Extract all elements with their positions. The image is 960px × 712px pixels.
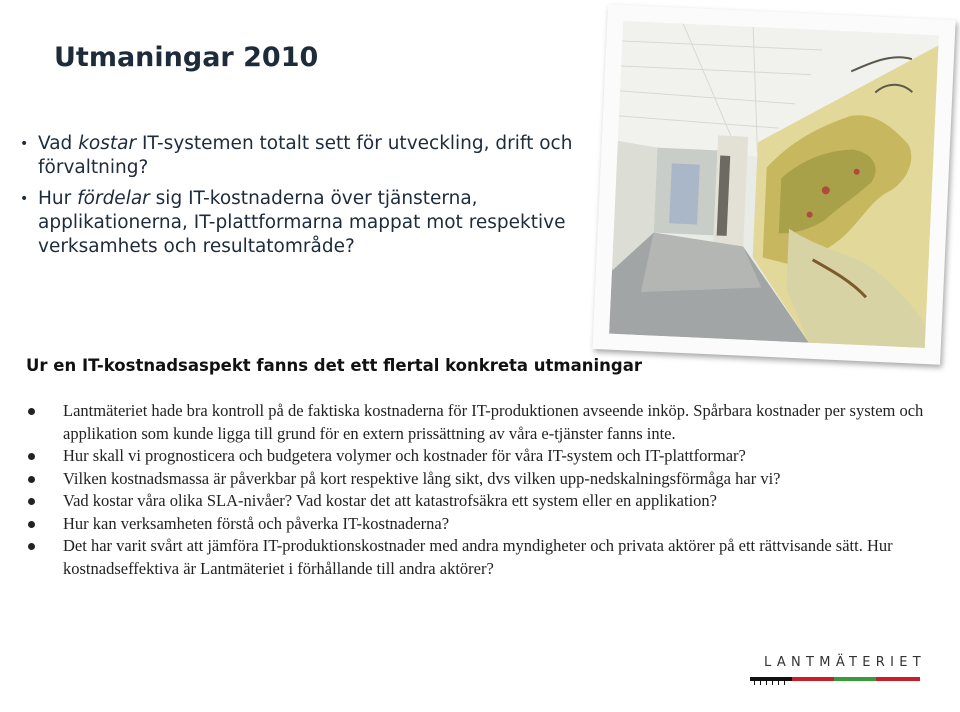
question-list xyxy=(20,132,580,266)
bullet-icon xyxy=(28,498,35,505)
question-item: • Hur fördelar sig IT-kostnaderna över tjänsterna, applikationerna, IT-plattformarna mappat mot respektive verksamhets och resultatområde? xyxy=(20,188,566,257)
emphasis-text: fördelar xyxy=(77,188,150,209)
challenge-item: Det har varit svårt att jämföra IT-produktionskostnader med andra myndigheter och privata aktörer på ett rättvisande sätt. Hur kostnadseffektiva är Lantmäteriet i förhållande till andra aktörer? xyxy=(26,535,926,580)
section-heading: Ur en IT-kostnadsaspekt fanns det ett flertal konkreta utmaningar xyxy=(26,356,642,375)
challenge-item: Vad kostar våra olika SLA-nivåer? Vad kostar det att katastrofsäkra ett system eller en applikation? xyxy=(26,490,926,513)
challenge-list xyxy=(26,400,926,580)
logo-text: LANTMÄTERIET xyxy=(764,655,926,670)
page-title: Utmaningar 2010 xyxy=(54,42,319,73)
corridor-photo-image xyxy=(609,21,939,348)
bullet-icon: • xyxy=(20,191,29,207)
bullet-icon: • xyxy=(20,136,29,152)
challenge-item: Hur skall vi prognosticera och budgetera volymer och kostnader för våra IT-system och IT-plattformar? xyxy=(26,445,926,468)
bullet-icon xyxy=(28,476,35,483)
logo-color-bar xyxy=(750,677,920,685)
question-item: • Vad kostar IT-systemen totalt sett för utveckling, drift och förvaltning? xyxy=(20,133,573,178)
bullet-icon xyxy=(28,453,35,460)
bullet-icon xyxy=(28,408,35,415)
bullet-icon xyxy=(28,543,35,550)
challenge-item: Vilken kostnadsmassa är påverkbar på kort respektive lång sikt, dvs vilken upp-nedskalningsförmåga har vi? xyxy=(26,468,926,491)
corridor-photo xyxy=(592,4,955,364)
challenge-item: Hur kan verksamheten förstå och påverka IT-kostnaderna? xyxy=(26,513,926,536)
challenge-item: Lantmäteriet hade bra kontroll på de faktiska kostnaderna för IT-produktionen avseende inköp. Spårbara kostnader per system och applikation som kunde ligga till grund för en extern prissättning av våra e-tjänster fanns inte. xyxy=(26,400,926,445)
lantmateriet-logo xyxy=(750,655,926,691)
bullet-icon xyxy=(28,521,35,528)
emphasis-text: kostar xyxy=(78,133,137,154)
